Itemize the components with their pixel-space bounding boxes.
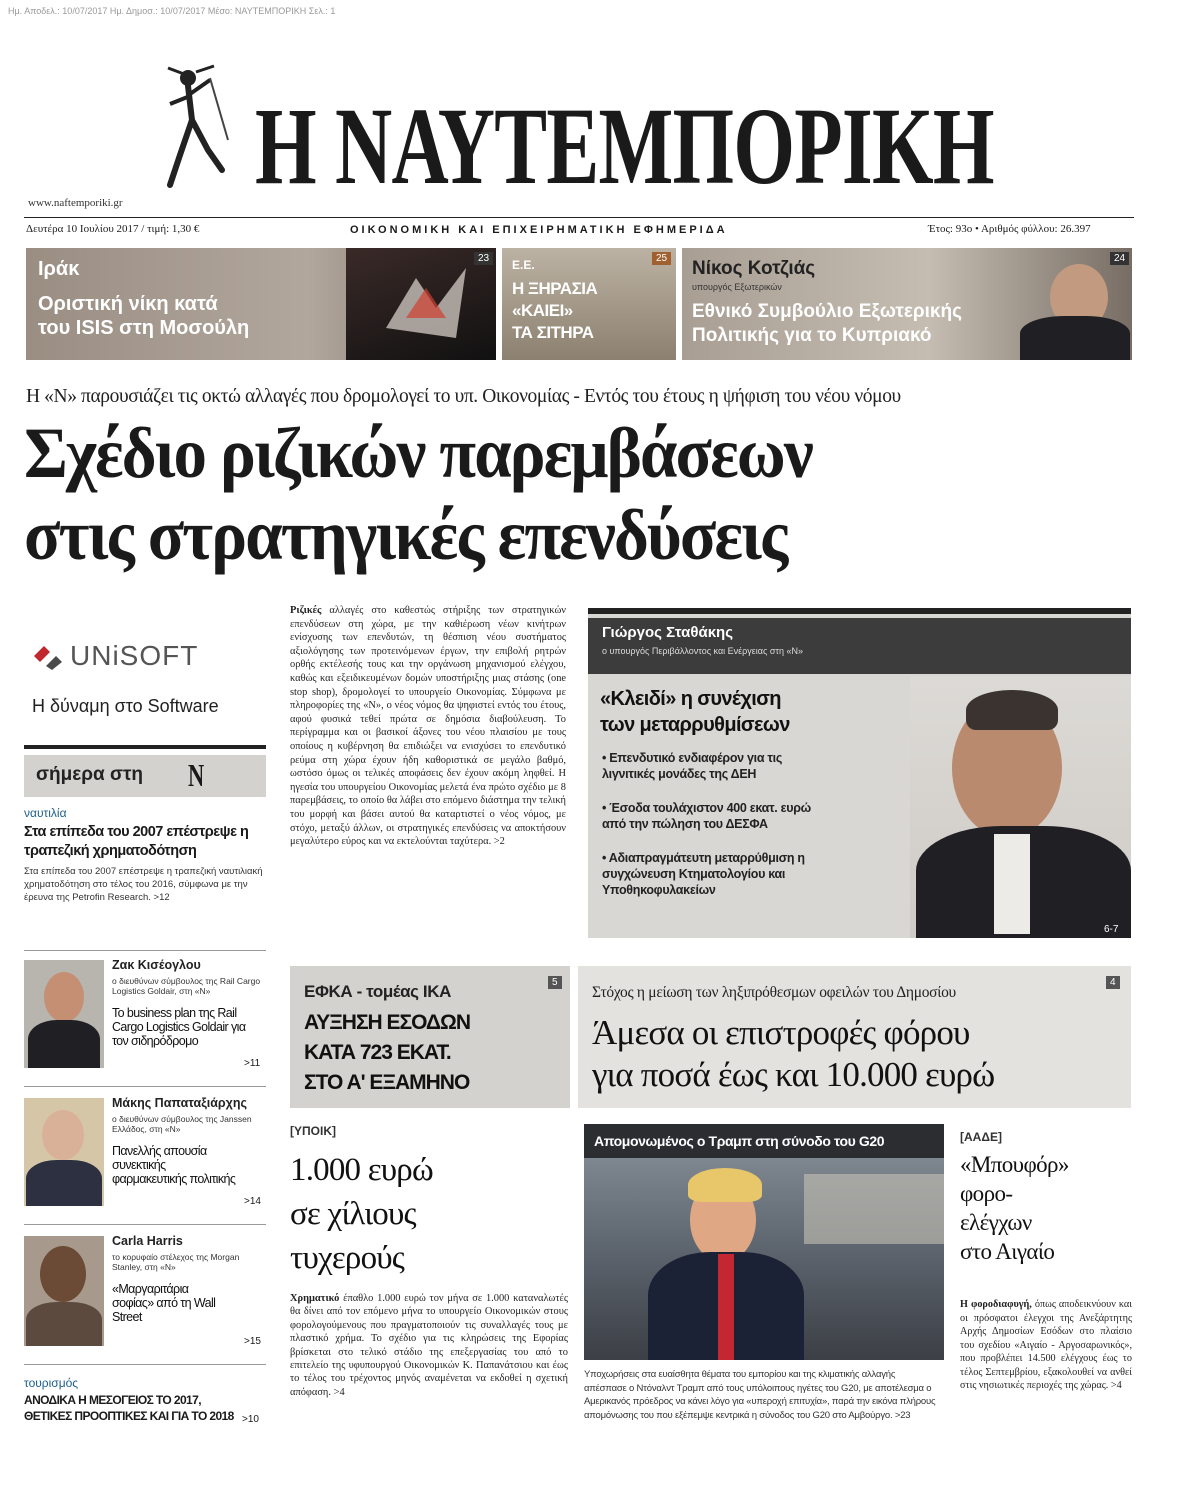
interview-role: ο υπουργός Περιβάλλοντος και Ενέργειας στη «Ν» (602, 646, 803, 656)
page-badge: 25 (652, 252, 671, 265)
interview-name: Γιώργος Σταθάκης (602, 624, 734, 641)
tourism-story[interactable] (24, 1376, 266, 1424)
person-role: το κορυφαίο στέλεχος της Morgan Stanley, στη «Ν» (112, 1252, 240, 1272)
issue-info: Έτος: 93ο • Αριθμός φύλλου: 26.397 (928, 223, 1091, 235)
aade-ref[interactable]: >4 (1110, 1380, 1122, 1391)
lead-body: Ριζικές αλλαγές στο καθεστώς στήριξης των στρατηγικών επενδύσεων στη χώρα, με την καθιέρωση νέων κινήτρων ενίσχυσης των επενδυτών, τη θέσπιση νέου συστήματος αξιολόγησης των προτεινόμενων έργων, την επιβολή ρητρών ορθής εκτέλεσής τους και την οργάνωση μηχανισμού ελέγχου, καθώς και εξειδικευμένων δομών υποστήριξης μιας στάσης (one stop shop), δρομολογεί το υπουργείο Οικονομίας. Σύμφωνα με πληροφορίες της «Ν», ο νέος νόμος θα ψηφιστεί εντός του έτους, αφού φυσικά τεθεί πρώτα σε δημόσια διαβούλευση. Το περίγραμμα και οι βασικοί άξονες του νέου πλαισίου με τους οποίους η κυβέρνηση θα επιδιώξει να ενισχύσει το επενδυτικό ρεύμα στη χώρα έχουν ήδη καθοριστικά σε μεγάλο βαθμό, ωστόσο όμως οι τελικές αποφάσεις δεν έχουν ακόμη ληφθεί. Η ηγεσία του υπουργείου Οικονομίας μελετά ένα πρώτο σχέδιο με 8 παρεμβάσεις, το οποίο θα λάβει στο επόμενο διάστημα την τελική του μορφή και βάσει αυτού θα καταρτιστεί ο νέος νόμος, με στόχο, μεταξύ άλλων, οι στρατηγικές επενδύσεις να αποκτήσουν μεγαλύτερο εύρος και να εκτελούνται ταχύτερα. >2 (290, 605, 566, 848)
tax-refund-box[interactable] (578, 966, 1131, 1108)
tourism-kicker: τουρισμός (24, 1376, 79, 1390)
unisoft-brand: UNiSOFT (70, 640, 199, 671)
lottery-ref[interactable]: >4 (333, 1386, 345, 1398)
shipping-kicker: ναυτιλία (24, 806, 67, 820)
trump-caption: Απομονωμένος ο Τραμπ στη σύνοδο του G20 (594, 1133, 885, 1149)
teaser-kicker: Ε.Ε. (512, 258, 535, 272)
scan-header: Ημ. Αποδελ.: 10/07/2017 Ημ. Δημοσ.: 10/07/2017 Μέσο: ΝΑΥΤΕΜΠΟΡΙΚΗ Σελ.: 1 (8, 6, 336, 16)
trump-body: Υποχωρήσεις στα ευαίσθητα θέματα του εμπορίου και της κλιματικής αλλαγής απέσπασε ο Ντόναλντ Τραμπ από τους υπόλοιπους ηγέτες του G20, με αποτέλεσμα ο Αμερικανός πρόεδρος να κάνει λόγο για «υπεροχή επιτυχία», παρά την εικόνα πλήρους απομόνωσης του που εξέπεμψε κεντρικά η σύνοδος του G20 στο Αμβούργο. (584, 1369, 936, 1421)
person-name: Ζακ Κισέογλου (112, 958, 201, 972)
person-ref[interactable]: >14 (244, 1196, 261, 1207)
teaser-sub: υπουργός Εξωτερικών (692, 282, 782, 292)
stathakis-photo (910, 676, 1131, 938)
efka-kicker: ΕΦΚΑ - τομέας ΙΚΑ (304, 982, 452, 1001)
kiseoglou-photo (24, 960, 104, 1068)
shipping-ref[interactable]: >12 (153, 892, 170, 903)
website-url[interactable]: www.naftemporiki.gr (28, 197, 123, 209)
teaser-kotzias[interactable] (682, 248, 1132, 360)
aade-kicker: [ΑΑΔΕ] (960, 1130, 1002, 1144)
person-quote: To business plan της Rail Cargo Logistics Goldair για τον σιδηρόδρομο (112, 1006, 246, 1048)
efka-box[interactable] (290, 966, 570, 1108)
tourism-title: ΑΝΟΔΙΚΑ Η ΜΕΣΟΓΕΙΟΣ ΤΟ 2017, ΘΕΤΙΚΕΣ ΠΡΟΟΠΤΙΚΕΣ ΚΑΙ ΓΙΑ ΤΟ 2018 (24, 1393, 234, 1423)
person-ref[interactable]: >15 (244, 1336, 261, 1347)
unisoft-logo-icon (30, 642, 66, 674)
shipping-story[interactable] (24, 806, 266, 904)
aade-story[interactable]: [ΑΑΔΕ] «Μπουφόρ» φορο- ελέγχων στο Αιγαίο Η φοροδιαφυγή, όπως αποδεικνύουν και οι πρόσφατοι έλεγχοι της Ανεξάρτητης Αρχής Δημοσίων Εσόδων στο πλαίσιο του σχεδίου «Αιγαίο - Αργοσαρωνικός», που προβλέπει 14.500 ελέγχους έως το τέλος Σεπτεμβρίου, εξακολουθεί να ανθεί στις νησιωτικές περιοχές της χώρας. >4 (960, 1130, 1132, 1391)
interview-headline: «Κλειδί» η συνέχιση των μεταρρυθμίσεων (600, 688, 790, 736)
person-role: ο διευθύνων σύμβουλος της Janssen Ελλάδος, στη «Ν» (112, 1114, 252, 1134)
tax-overline: Στόχος η μείωση των ληξιπρόθεσμων οφειλών του Δημοσίου (592, 984, 956, 1001)
person-kiseoglou[interactable] (24, 956, 266, 1076)
unisoft-ad[interactable] (24, 612, 266, 732)
lottery-headline: 1.000 ευρώ σε χίλιους τυχερούς (290, 1152, 433, 1276)
interview-page: 6-7 (1104, 924, 1119, 935)
teaser-text: Η ΞΗΡΑΣΙΑ «ΚΑΙΕΙ» ΤΑ ΣΙΤΗΡΑ (512, 279, 598, 342)
lead-headline: Σχέδιο ριζικών παρεμβάσεων στις στρατηγικές επενδύσεις (24, 413, 812, 575)
aade-headline: «Μπουφόρ» φορο- ελέγχων στο Αιγαίο (960, 1152, 1069, 1264)
masthead-title: Η ΝΑΥΤΕΜΠΟΡΙΚΗ (255, 85, 994, 207)
today-label: σήμερα στη (36, 764, 144, 785)
papataxiarchis-photo (24, 1098, 104, 1206)
today-banner (24, 755, 266, 797)
person-quote: «Μαργαριτάρια σοφίας» από τη Wall Street (112, 1282, 216, 1324)
tourism-ref[interactable]: >10 (242, 1414, 259, 1425)
person-ref[interactable]: >11 (244, 1058, 261, 1069)
unisoft-slogan: Η δύναμη στο Software (32, 696, 219, 716)
lottery-story[interactable]: [ΥΠΟΙΚ] 1.000 ευρώ σε χίλιους τυχερούς Χρηματικό έπαθλο 1.000 ευρώ τον μήνα σε 1.000 καταναλωτές θα δίνει από τον επόμενο μήνα το υπουργείο Οικονομικών στους φορολογούμενους που πραγματοποιούν τις συναλλαγές τους με πλαστικό χρήμα. Το σχέδιο για τις κληρώσεις της Εφορίας βρίσκεται στο τελικό στάδιο της επεξεργασίας του από το επιτελείο της υφυπουργού Οικονομικών Κ. Παπανάτσιου και έως το τέλος του τρέχοντος μηνός αναμένεται να εκδοθεί η σχετική απόφαση. >4 (290, 1124, 568, 1398)
teaser-kicker: Ιράκ (38, 258, 80, 280)
harris-photo (24, 1236, 104, 1346)
person-role: ο διευθύνων σύμβουλος της Rail Cargo Logistics Goldair, στη «Ν» (112, 976, 261, 996)
trump-photo (584, 1124, 944, 1360)
kotzias-photo (1020, 258, 1130, 360)
teaser-iraq[interactable] (26, 248, 496, 360)
shipping-title: Στα επίπεδα του 2007 επέστρεψε η τραπεζική χρηματοδότηση (24, 824, 249, 859)
teaser-drought[interactable] (502, 248, 676, 360)
interview-box[interactable] (588, 608, 1131, 938)
hermes-logo (158, 60, 238, 190)
person-name: Carla Harris (112, 1234, 183, 1248)
trump-story[interactable] (584, 1124, 944, 1444)
page-badge: 4 (1106, 976, 1120, 989)
person-quote: Πανελλής απουσία συνεκτικής φαρμακευτικής πολιτικής (112, 1144, 236, 1186)
shipping-body: Στα επίπεδα του 2007 επέστρεψε η τραπεζική ναυτιλιακή χρηματοδότηση στο τέλος του 2016, σύμφωνα με την έρευνα της Petrofin Research. (24, 866, 263, 903)
tagline: ΟΙΚΟΝΟΜΙΚΗ ΚΑΙ ΕΠΙΧΕΙΡΗΜΑΤΙΚΗ ΕΦΗΜΕΡΙΔΑ (350, 224, 728, 236)
teaser-kicker: Νίκος Κοτζιάς (692, 258, 816, 279)
date-price: Δευτέρα 10 Ιουλίου 2017 / τιμή: 1,30 € (26, 223, 200, 235)
page-badge: 24 (1110, 252, 1129, 265)
page-badge: 23 (474, 252, 493, 265)
lead-ref[interactable]: >2 (493, 836, 505, 848)
efka-headline: ΑΥΞΗΣΗ ΕΣΟΔΩΝ ΚΑΤΑ 723 ΕΚΑΤ. ΣΤΟ Α' ΕΞΑΜΗΝΟ (304, 1011, 471, 1094)
tax-headline: Άμεσα οι επιστροφές φόρου για ποσά έως και 10.000 ευρώ (592, 1013, 995, 1094)
person-name: Μάκης Παπαταξιάρχης (112, 1096, 247, 1110)
teaser-text: Οριστική νίκη κατά του ISIS στη Μοσούλη (38, 293, 250, 339)
lottery-kicker: [ΥΠΟΙΚ] (290, 1124, 336, 1138)
teaser-text: Εθνικό Συμβούλιο Εξωτερικής Πολιτικής για το Κυπριακό (692, 301, 962, 346)
page-badge: 5 (548, 976, 562, 989)
interview-bullets: • Επενδυτικό ενδιαφέρον για τις λιγνιτικές μονάδες της ΔΕΗ • Έσοδα τουλάχιστον 400 εκατ. ευρώ από την πώληση του ΔΕΣΦΑ • Αδιαπραγμάτευτη μεταρρύθμιση η συγχώνευση Κτηματολογίου και Υποθηκοφυλακείων (602, 751, 811, 897)
lead-overline: Η «Ν» παρουσιάζει τις οκτώ αλλαγές που δρομολογεί το υπ. Οικονομίας - Εντός του έτους η ψήφιση του νέου νόμου (26, 386, 901, 407)
person-harris[interactable] (24, 1230, 266, 1354)
trump-ref[interactable]: >23 (894, 1409, 911, 1421)
person-papataxiarchis[interactable] (24, 1092, 266, 1214)
today-letter: N (188, 757, 205, 793)
